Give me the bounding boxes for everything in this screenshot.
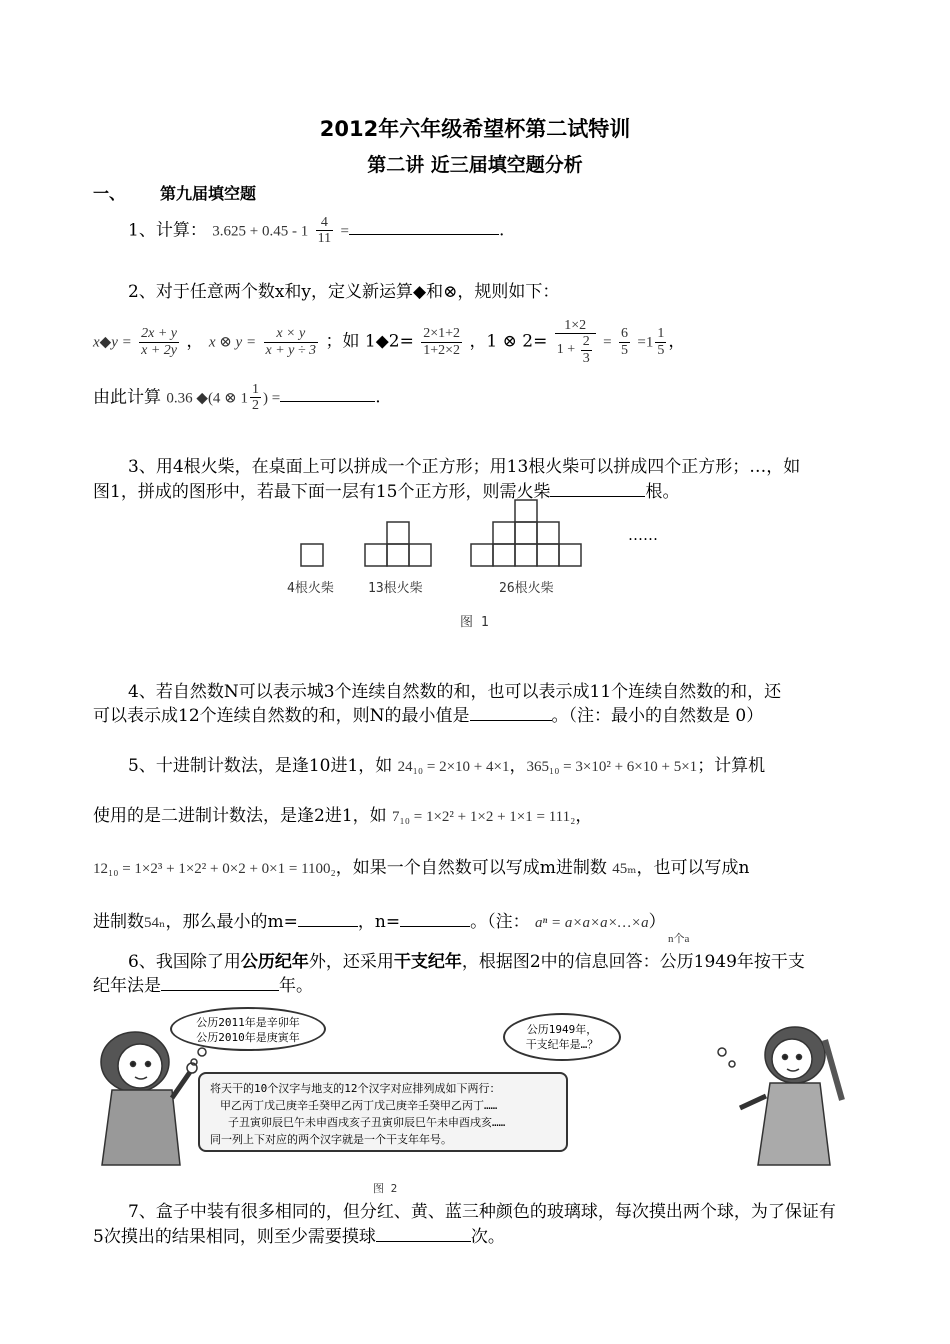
page-title: 2012年六年级希望杯第二试特训 [319, 117, 631, 141]
q5-line1-suffix: ；计算机 [697, 756, 766, 776]
q2-ex1-num: 2×1+2 [423, 326, 461, 342]
q2-ex1-prefix: ；如 1◆2= [325, 331, 414, 352]
q2-def2-num: x × y [264, 326, 319, 342]
q2-def1-fraction [139, 326, 179, 358]
q7-line1: 7、盒子中装有很多相同的，但分红、黄、蓝三种颜色的玻璃球，每次摸出两个球，为了保证有 [128, 1202, 836, 1222]
q2-ex2-r-den: 5 [620, 342, 628, 358]
q4-line1: 4、若自然数N可以表示城3个连续自然数的和，也可以表示成11个连续自然数的和，还 [128, 682, 782, 702]
q5-line4 [93, 907, 666, 932]
section-label: 第九届填空题 [160, 184, 257, 203]
q5-example-4: 12₁₀ = 1×2³ + 1×2² + 0×2 + 0×1 = 1100₂ [93, 861, 336, 877]
q6-answer-blank[interactable] [161, 972, 279, 991]
question-1 [128, 215, 504, 247]
q2-line3-frac-den: 2 [252, 398, 260, 414]
q5-line4-mid2: ，n= [357, 912, 401, 932]
right-bubble-line-1: 公历1949年， [526, 1023, 598, 1036]
q1-fraction [316, 215, 333, 247]
q1-frac-den: 11 [317, 231, 332, 247]
board-line-4: 同一列上下对应的两个汉字就是一个干支年年号。 [210, 1133, 452, 1147]
left-bubble-line-1: 公历2011年是辛卯年 [196, 1016, 300, 1029]
q2-ex2-m-num: 1 [657, 326, 665, 342]
q2-def1-num: 2x + y [141, 326, 178, 342]
q2-ex2-prefix: ，1 ⊗ 2= [469, 331, 548, 352]
q6-line2-prefix: 纪年法是 [93, 976, 161, 996]
q6-bold-ganzhi: 干支纪年 [393, 952, 462, 972]
q6-line2-suffix: 年。 [279, 976, 313, 996]
right-bubble-line-2: 干支纪年是…？ [525, 1037, 599, 1051]
q2-ex1-fraction [421, 326, 462, 358]
fig1-square-7 [493, 544, 515, 566]
fig1-ellipsis: …… [628, 526, 658, 544]
right-speech-bubble [503, 1013, 621, 1061]
q1-answer-blank[interactable] [349, 216, 499, 235]
q2-ex2-mixed [655, 326, 666, 358]
q2-ex2-eq2: =1 [637, 334, 654, 351]
fig1-square-10 [559, 544, 581, 566]
fig1-caption-3: 26根火柴 [499, 581, 554, 596]
q7-line2 [93, 1222, 505, 1247]
q5-example-2: 365₁₀ = 3×10² + 6×10 + 5×1 [526, 759, 698, 775]
section-number: 一、 [93, 184, 126, 203]
fig1-square-5 [387, 522, 409, 544]
q6-line2 [93, 971, 313, 996]
fig1-label: 图 1 [460, 615, 489, 630]
q1-end: . [498, 220, 505, 241]
fig1-caption-2: 13根火柴 [368, 581, 423, 596]
q5-example-5: 45ₘ [612, 861, 637, 877]
q5-line3-mid: ，如果一个自然数可以写成m进制数 [335, 858, 607, 878]
q5-line1: 5、十进制计数法，是逢10进1，如 24₁₀ = 2×10 + 4×1，365₁₀ = 3×10² + 6×10 + 5×1；计算机 [128, 756, 766, 776]
q3-answer-blank[interactable] [550, 478, 645, 497]
q6-line1-mid: 外，还采用 [308, 952, 394, 972]
q2-ex2-eq1: = [603, 334, 612, 351]
q3-line1: 3、用4根火柴，在桌面上可以拼成一个正方形；用13根火柴可以拼成四个正方形；…，如 [128, 457, 801, 477]
q5-note-underbrace: n个a [668, 933, 690, 945]
q5-line2 [93, 801, 592, 826]
fig1-square-2 [365, 544, 387, 566]
q6-line1-suffix: ，根据图2中的信息回答：公历1949年按干支 [461, 952, 805, 972]
fig1-square-9 [537, 544, 559, 566]
q2-ex2-num: 1×2 [555, 318, 596, 334]
q5-note-end: ） [648, 912, 666, 932]
q1-equals: = [340, 223, 349, 240]
q2-ex2-result [619, 326, 630, 358]
q2-ex2-fraction [555, 318, 596, 366]
q5-line4-note: 。（注： [470, 912, 530, 932]
q4-line2-suffix: 。（注：最小的自然数是 0） [551, 706, 764, 726]
q2-ex2-inner-fraction [581, 334, 592, 366]
q5-line3-suffix: ，也可以写成n [636, 858, 750, 878]
board-line-1: 将天干的10个汉字与地支的12个汉字对应排列成如下两行： [210, 1082, 501, 1095]
q2-ex2-inner-den: 3 [582, 350, 590, 366]
fig1-square-8 [515, 544, 537, 566]
q5-line3 [93, 853, 749, 878]
q5-line4-mid: ，那么最小的m= [165, 912, 298, 932]
q5-line4-prefix: 进制数 [93, 912, 144, 932]
q2-def1-den: x + 2y [141, 342, 178, 358]
q2-def1-lhs: x◆y = [93, 334, 132, 351]
q2-def2-den: x + y ÷ 3 [265, 342, 317, 358]
fig1-square-4 [409, 544, 431, 566]
q2-answer-blank[interactable] [280, 383, 375, 402]
q2-ex2-den-a: 1 + [556, 342, 576, 358]
q2-line1: 2、对于任意两个数x和y，定义新运算◆和⊗，规则如下： [128, 282, 560, 302]
fig1-square-14 [515, 500, 537, 522]
q2-end: . [375, 387, 381, 408]
q3-line2-prefix: 图1，拼成的图形中，若最下面一层有15个正方形，则需火柴 [93, 482, 551, 502]
q2-definitions: x◆y = $\frac{2x + y}{x + 2y}$ ， x ⊗ y = $\frac{x \times y}{x + y \div 3}$ ；如 1◆2= $\frac{2\times 1+2}{1+2\times 2}$ ，1 ⊗ 2= 1×2 1 + $\frac{2}{3}$ = $\frac{6}{5}$ =1 $\frac{1}{5}$ ， [93, 318, 686, 366]
q2-line3-frac-num: 1 [252, 382, 260, 397]
right-girl-illustration [740, 1027, 842, 1165]
left-speech-bubble [170, 1007, 326, 1051]
q1-expression: 3.625 + 0.45 - 1 [212, 223, 309, 240]
q6-line1 [128, 947, 805, 972]
fig1-square-12 [515, 522, 537, 544]
q2-ex2-den [555, 334, 596, 366]
page-subtitle: 第二讲 近三届填空题分析 [367, 154, 583, 176]
fig1-caption-1: 4根火柴 [287, 581, 334, 596]
q5-m-answer-blank[interactable] [298, 908, 358, 927]
q2-ex2-inner-num: 2 [582, 334, 590, 350]
q4-answer-blank[interactable] [470, 702, 552, 721]
q5-line2-prefix: 使用的是二进制计数法，是逢2进1，如 [93, 806, 387, 826]
q6-line1-prefix: 6、我国除了用 [128, 952, 241, 972]
fig1-square-1 [301, 544, 323, 566]
q1-frac-num: 4 [316, 215, 333, 231]
q2-line3-prefix: 由此计算 [93, 387, 161, 408]
q4-line2-prefix: 可以表示成12个连续自然数的和，则N的最小值是 [93, 706, 470, 726]
q5-n-answer-blank[interactable] [400, 908, 470, 927]
left-bubble-line-2: 公历2010年是庚寅年 [196, 1030, 300, 1044]
fig2-label: 图 2 [373, 1182, 398, 1195]
q5-note-expression: aⁿ = a×a×a×…×a [534, 915, 649, 931]
q1-prefix: 1、计算： [128, 220, 207, 241]
q6-bold-gregorian: 公历纪年 [240, 952, 309, 972]
q4-line2 [93, 701, 763, 726]
q2-line3-tail: ) = [263, 390, 281, 407]
q7-answer-blank[interactable] [376, 1223, 471, 1242]
q7-line2-suffix: 次。 [470, 1227, 505, 1247]
q2-line3-expr: 0.36 ◆(4 ⊗ 1 [166, 390, 249, 407]
q2-ex2-m-den: 5 [657, 342, 665, 358]
q5-example-3: 7₁₀ = 1×2² + 1×2 + 1×1 = 111₂ [392, 809, 576, 825]
board-line-3: 子丑寅卯辰巳午未申酉戌亥子丑寅卯辰巳午未申酉戌亥…… [228, 1116, 506, 1130]
board-line-2: 甲乙丙丁戊己庚辛壬癸甲乙丙丁戊己庚辛壬癸甲乙丙丁…… [220, 1099, 498, 1113]
q5-example-6: 54ₙ [144, 915, 166, 931]
q2-line3-fraction [250, 382, 261, 414]
q2-def2-lhs: x ⊗ y = [208, 334, 257, 351]
q2-line3 [93, 382, 381, 414]
fig1-square-6 [471, 544, 493, 566]
left-girl-illustration [101, 1032, 197, 1165]
fig1-square-3 [387, 544, 409, 566]
q5-line1-prefix: 5、十进制计数法，是逢10进1，如 [128, 756, 393, 776]
q2-def2-fraction [264, 326, 319, 358]
q5-line2-suffix: ， [575, 806, 593, 826]
q5-example-1: 24₁₀ = 2×10 + 4×1 [397, 759, 510, 775]
fig1-square-11 [493, 522, 515, 544]
fig1-square-13 [537, 522, 559, 544]
q7-line2-prefix: 5次摸出的结果相同，则至少需要摸球 [93, 1227, 376, 1247]
ganzhi-info-board [198, 1072, 568, 1152]
q2-ex1-den: 1+2×2 [423, 342, 461, 358]
q2-ex2-r-num: 6 [620, 326, 628, 342]
q3-line2-suffix: 根。 [645, 482, 680, 502]
